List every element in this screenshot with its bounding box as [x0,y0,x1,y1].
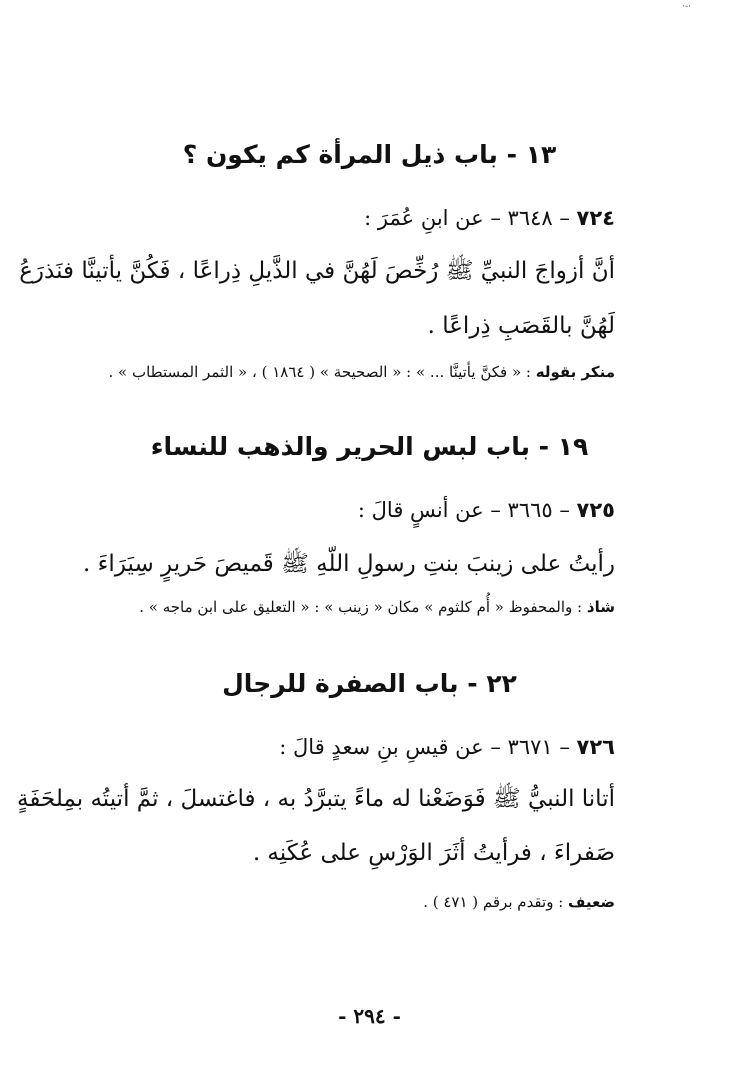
hadith-number-line [115,498,615,522]
corner-mark: ·-· [682,2,691,12]
hadith-number-line [115,735,615,759]
chapter-heading-13: ١٣ - باب ذيل المرأة كم يكون ؟ [182,140,557,169]
grade-note: : « فكنَّ يأتينَّا ... » : « الصحيحة » ( ١٨٦٤ ) ، « الثمر المستطاب » . [108,363,531,381]
grade-note: : والمحفوظ « أُم كلثوم » مكان « زينب » : « التعليق على ابن ماجه » . [139,598,583,616]
hadith-grade [75,598,615,616]
hadith-number: ٧٢٥ [576,498,615,522]
hadith-reference: – ٣٦٦٥ – عن أنسٍ قالَ : [357,498,570,522]
hadith-number: ٧٢٦ [576,735,615,759]
grade-label: منكر بقوله [535,363,615,381]
grade-label: شاذ [586,598,615,616]
chapter-heading-22: ٢٢ - باب الصفرة للرجال [222,669,517,698]
grade-note: : وتقدم برقم ( ٤٧١ ) . [423,893,564,911]
hadith-text-line: رأيتُ على زينبَ بنتِ رسولِ اللّهِ ﷺ قَميصَ حَريرٍ سِيَرَاءَ . [83,551,615,577]
hadith-grade [75,363,615,381]
hadith-number: ٧٢٤ [576,206,615,230]
hadith-grade [75,893,615,911]
page-number: - ٢٩٤ - [338,1004,401,1028]
hadith-text-line: صَفراءَ ، فرأيتُ أثَرَ الوَرْسِ على عُكَنِه . [252,840,615,866]
hadith-text-line: أتانا النبيُّ ﷺ فَوَضَعْنا له ماءً يتبرَّدُ به ، فاغتسلَ ، ثمَّ أتيتُه بمِلحَفَةٍ [17,786,615,812]
hadith-reference: – ٣٦٧١ – عن قيسِ بنِ سعدٍ قالَ : [279,735,570,759]
chapter-heading-19: ١٩ - باب لبس الحرير والذهب للنساء [150,432,589,461]
grade-label: ضعيف [568,893,615,911]
hadith-number-line [115,206,615,230]
hadith-text-line: لَهُنَّ بالقَصَبِ ذِراعًا . [427,313,615,339]
hadith-text-line: أنَّ أزواجَ النبيِّ ﷺ رُخِّصَ لَهُنَّ في الذَّيلِ ذِراعًا ، فَكُنَّ يأتينَّا فنَذرَعُ [19,258,615,284]
hadith-reference: – ٣٦٤٨ – عن ابنِ عُمَرَ : [364,206,570,230]
